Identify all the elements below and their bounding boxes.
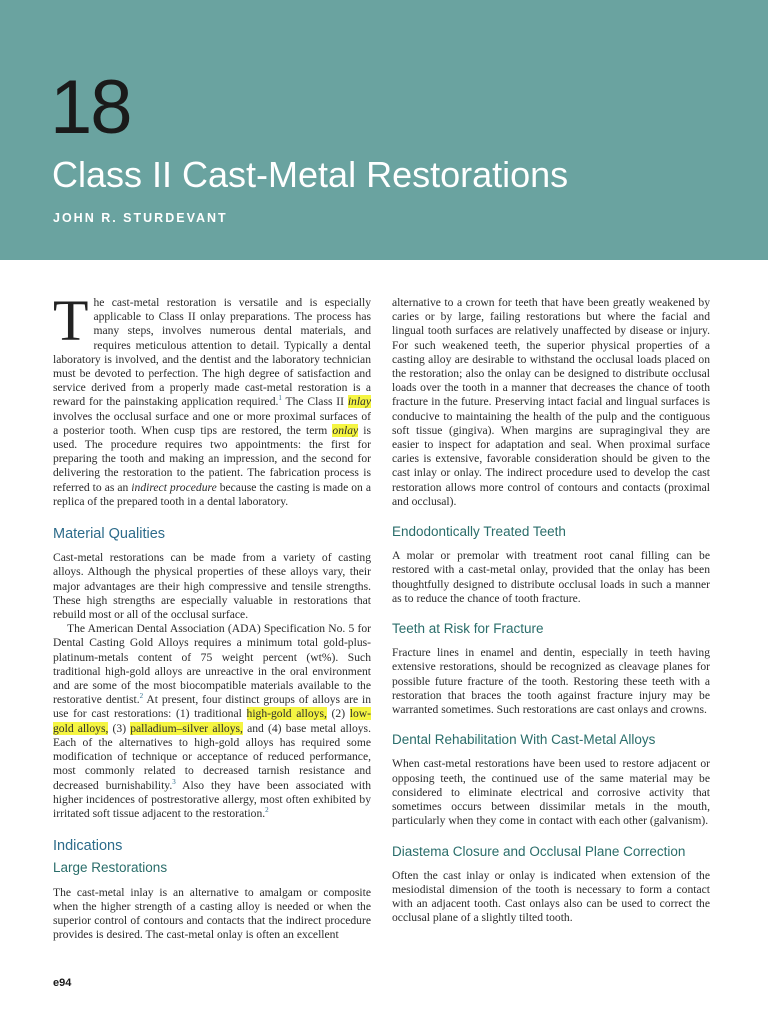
right-column [392,296,710,926]
highlight-high-gold: high-gold alloys, [246,707,327,721]
highlight-inlay: inlay [347,395,371,409]
citation-link[interactable]: 1 [278,394,282,403]
rehab-paragraph: When cast-metal restorations have been used to restore adjacent or opposing teeth, the continued use of the same material may be considered to eliminate electrical and corrosive activity that sometimes occurs between dissimilar metals in the mouth, particularly when they come in contact with each other (galvanism). [392,757,710,828]
risk-paragraph: Fracture lines in enamel and dentin, especially in teeth having extensive restorations, should be recognized as cleavage planes for possible future fracture of the tooth. Restoring these teeth with a restoration that braces the tooth against fracture injury may be warranted sometimes. Such restorations are cast onlays and crowns. [392,646,710,717]
heading-diastema-closure: Diastema Closure and Occlusal Plane Correction [392,843,686,859]
heading-teeth-at-risk: Teeth at Risk for Fracture [392,621,544,637]
heading-endodontically-treated: Endodontically Treated Teeth [392,524,566,540]
large-restorations-paragraph: The cast-metal inlay is an alternative to amalgam or composite when the higher strength of a casting alloy is needed or when the superior control of contours and contacts that the indirect procedure provides is desired. The cast-metal onlay is often an excellent [53,885,371,942]
heading-dental-rehabilitation: Dental Rehabilitation With Cast-Metal Alloys [392,732,656,748]
page-number: e94 [53,977,72,989]
citation-link[interactable]: 3 [172,777,176,786]
heading-material-qualities: Material Qualities [53,526,166,543]
heading-large-restorations: Large Restorations [53,860,168,876]
continued-paragraph: alternative to a crown for teeth that have been greatly weakened by caries or by large, failing restorations but where the facial and lingual tooth surfaces are relatively unaffected by disease or injury. For such weakened teeth, the superior physical properties of a casting alloy are desirable to withstand the occlusal loads placed on the restoration; also the onlay can be designed to distribute occlusal loads over the tooth in a manner that decreases the chance of tooth fracture in the future. Preserving intact facial and lingual surfaces is conducive to maintaining the health of the pulp and the contiguous soft tissue (gingiva). When margins are supragingival they are easier to inspect for adaptation and seal. When proximal surface caries is extensive, favorable consideration should be given to the cast inlay or onlay. The indirect procedure used to develop the cast restoration allows more control of contours and contacts (proximal and occlusal). [392,296,710,508]
material-paragraph-2: The American Dental Association (ADA) Specification No. 5 for Dental Casting Gold Alloys requires a minimum total gold-plus-platinum-metals content of 75 weight percent (wt%). Such traditional high-gold alloys are unreactive in the oral environment and are some of the most biocompatible materials available to the restorative dentist.$^2$ At present, four distinct groups of alloys are in use for cast restorations: (1) traditional high-gold alloys, (2) low-gold alloys, (3) palladium–silver alloys, and (4) base metal alloys. Each of the alternatives to high-gold alloys has required some modification of technique or acceptance of reduced performance, most commonly related to decreased tarnish resistance and decreased burnishability.$^3$ Also they have been associated with higher incidences of postrestorative allergy, most often exhibited by irritated soft tissue adjacent to the restoration.$^2$ [53,622,372,820]
highlight-palladium-silver: palladium–silver alloys, [130,721,243,735]
left-column [53,288,372,942]
endo-paragraph: A molar or premolar with treatment root canal filling can be restored with a cast-metal onlay, provided that the onlay has been thoughtfully designed to distribute occlusal loads in such a manner as to reduce the chance of tooth fracture. [392,549,710,605]
diastema-paragraph: Often the cast inlay or onlay is indicated when extension of the mesiodistal dimension of the tooth is necessary to form a contact with an adjacent tooth. Cast onlays also can be used to correct the occlusal plane of a slightly tilted tooth. [392,868,710,925]
citation-link[interactable]: 2 [139,692,144,701]
highlight-low-gold: low-gold alloys, [53,707,372,735]
intro-paragraph: The cast-metal restoration is versatile and is especially applicable to Class II onlay preparations. The process has many steps, involves numerous dental materials, and requires meticulous attention to detail. Typically a dental laboratory is involved, and the dentist and the laboratory technician must be devoted to perfection. The high degree of satisfaction and service derived from a properly made cast-metal restoration is a reward for the painstaking application required.$^1$ The Class II inlay involves the occlusal surface and one or more proximal surfaces of a posterior tooth. When cusp tips are restored, the term onlay is used. The procedure requires two appointments: the first for preparing the tooth and making an impression, and the second for delivering the restoration to the patient. The fabrication process is referred to as an indirect procedure because the casting is made on a replica of the prepared tooth in a dental laboratory. [53,288,371,508]
highlight-onlay: onlay [332,423,359,437]
chapter-title: Class II Cast-Metal Restorations [52,154,569,195]
chapter-author: JOHN R. STURDEVANT [53,211,228,225]
citation-link[interactable]: 2 [265,806,269,815]
material-paragraph-1: Cast-metal restorations can be made from a variety of casting alloys. Although the physical properties of these alloys vary, their major advantages are their high compressive and tensile strengths. These high strengths are especially valuable in restorations that rebuild most or all of the occlusal surface. [53,551,371,622]
chapter-number: 18 [50,65,131,150]
drop-cap: T [53,288,89,353]
chapter-header [0,0,768,260]
heading-indications: Indications [53,838,123,855]
